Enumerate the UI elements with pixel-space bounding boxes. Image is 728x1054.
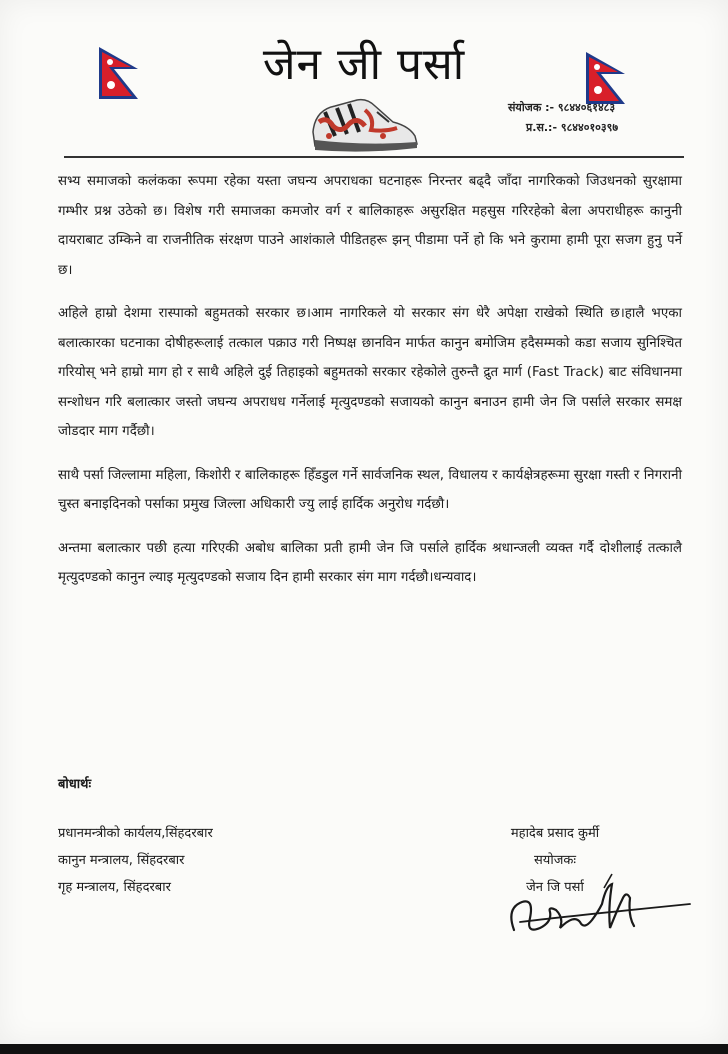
contact-info xyxy=(508,98,618,138)
signatory-org: जेन जि पर्सा xyxy=(526,880,584,895)
contact-press: प्र.स.:- ९८४४०१०३९७ xyxy=(526,121,619,134)
paragraph: अहिले हाम्रो देशमा रास्पाको बहुमतको सरकार छ।आम नागरिकले यो सरकार संग धेरै अपेक्षा राखेको स्थिति छ।हालै भएका बलात्कारका घटनाका दोषीहरूलाई तत्काल पक्राउ गरी निष्पक्ष छानविन मार्फत कानुन बमोजिम हदैसम्मको कडा सजाय सुनिश्चित गरियोस् भने हाम्रो माग हो र साथै अहिले दुई तिहाइको बहुमतको सरकार रहेकोले तुरुन्तै द्रुत मार्ग (Fast Track) बाट संविधानमा सन्शोधन गरि बलात्कार जस्तो जघन्य अपराधध गर्नेलाई मृत्युदण्डको सजायको कानुन बनाउन हामी जेन जि पर्साले सरकार समक्ष जोडदार माग गर्दैछौ। xyxy=(58,306,682,439)
signatory-name: महादेब प्रसाद कुर्मी xyxy=(510,826,600,841)
cc-heading: बोधार्थः xyxy=(58,777,92,792)
cc-item: गृह मन्त्रालय, सिंहदरबार xyxy=(58,880,171,895)
shoe-logo-icon xyxy=(305,92,423,156)
paragraph: साथै पर्सा जिल्लामा महिला, किशोरी र बालिकाहरू हिँडडुल गर्ने सार्वजनिक स्थल, विधालय र कार्यक्षेत्रहरूमा सुरक्षा गस्ती र निगरानी चुस्त बनाइदिनको पर्साका प्रमुख जिल्ला अधिकारी ज्यु लाई हार्दिक अनुरोध गर्दछौ। xyxy=(58,467,682,512)
cc-list xyxy=(58,820,213,901)
signatory-role: सयोजकः xyxy=(534,853,576,868)
bottom-border xyxy=(0,1044,728,1054)
letter-body xyxy=(58,167,682,607)
paragraph: सभ्य समाजको कलंकका रूपमा रहेका यस्ता जघन्य अपराधका घटनाहरू निरन्तर बढ्दै जाँदा नागरिकको जिउधनको सुरक्षामा गम्भीर प्रश्न उठेको छ। विशेष गरी समाजका कमजोर वर्ग र बालिकाहरू असुरक्षित महसुस गरिरहेको बेला अपराधीहरू कानुनी दायराबाट उम्किने वा राजनीतिक संरक्षण पाउने आशंकाले पीडितहरू झन् पीडामा पर्ने हो कि भने कुरामा हामी पूरा सजग हुनु पर्ने छ। xyxy=(58,174,682,278)
contact-coordinator: संयोजक :- ९८४४०६१४८३ xyxy=(508,101,616,114)
cc-item: कानुन मन्त्रालय, सिंहदरबार xyxy=(58,853,185,868)
paragraph: अन्तमा बलात्कार पछी हत्या गरिएकी अबोध बालिका प्रती हामी जेन जि पर्साले हार्दिक श्रधान्जली व्यक्त गर्दै दोशीलाई तत्कालै मृत्युदण्डको कानुन ल्याइ मृत्युदण्डको सजाय दिन हामी सरकार संग माग गर्दछौ।धन्यवाद। xyxy=(58,540,682,585)
handwritten-signature xyxy=(500,868,700,958)
page-title: जेन जी पर्सा xyxy=(262,39,466,90)
cc-item: प्रधानमन्त्रीको कार्यलय,सिंहदरबार xyxy=(58,826,213,841)
header-divider xyxy=(64,156,684,158)
